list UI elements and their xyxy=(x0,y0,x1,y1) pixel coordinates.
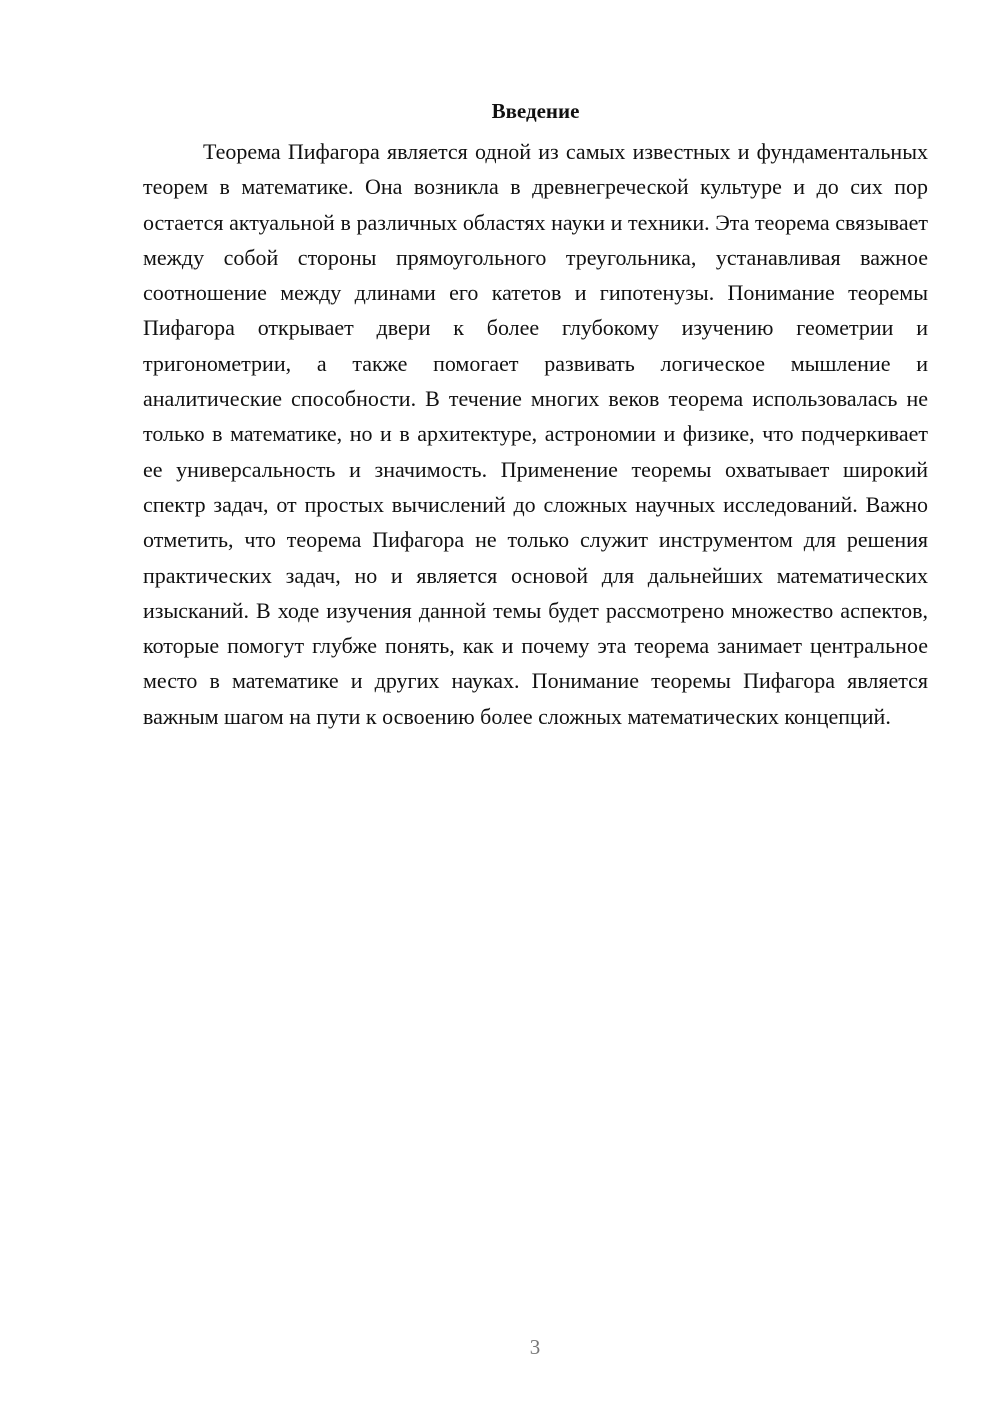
section-title: Введение xyxy=(491,99,580,123)
body-paragraph: Теорема Пифагора является одной из самых известных и фундаментальных теорем в математике. Она возникла в древнегреческой культуре и до сих пор остается актуальной в различных областях науки и техники. Эта теорема связывает между собой стороны прямоугольного треугольника, устанавливая важное соотношение между длинами его катетов и гипотенузы. Понимание теоремы Пифагора открывает двери к более глубокому изучению геометрии и тригонометрии, а также помогает развивать логическое мышление и аналитические способности. В течение многих веков теорема использовалась не только в математике, но и в архитектуре, астрономии и физике, что подчеркивает ее универсальность и значимость. Применение теоремы охватывает широкий спектр задач, от простых вычислений до сложных научных исследований. Важно отметить, что теорема Пифагора не только служит инструментом для решения практических задач, но и является основой для дальнейших математических изысканий. В ходе изучения данной темы будет рассмотрено множество аспектов, которые помогут глубже понять, как и почему эта теорема занимает центральное место в математике и других науках. Понимание теоремы Пифагора является важным шагом на пути к освоению более сложных математических концепций. xyxy=(143,139,928,729)
page-content xyxy=(143,96,928,734)
page-number: 3 xyxy=(529,1335,541,1359)
